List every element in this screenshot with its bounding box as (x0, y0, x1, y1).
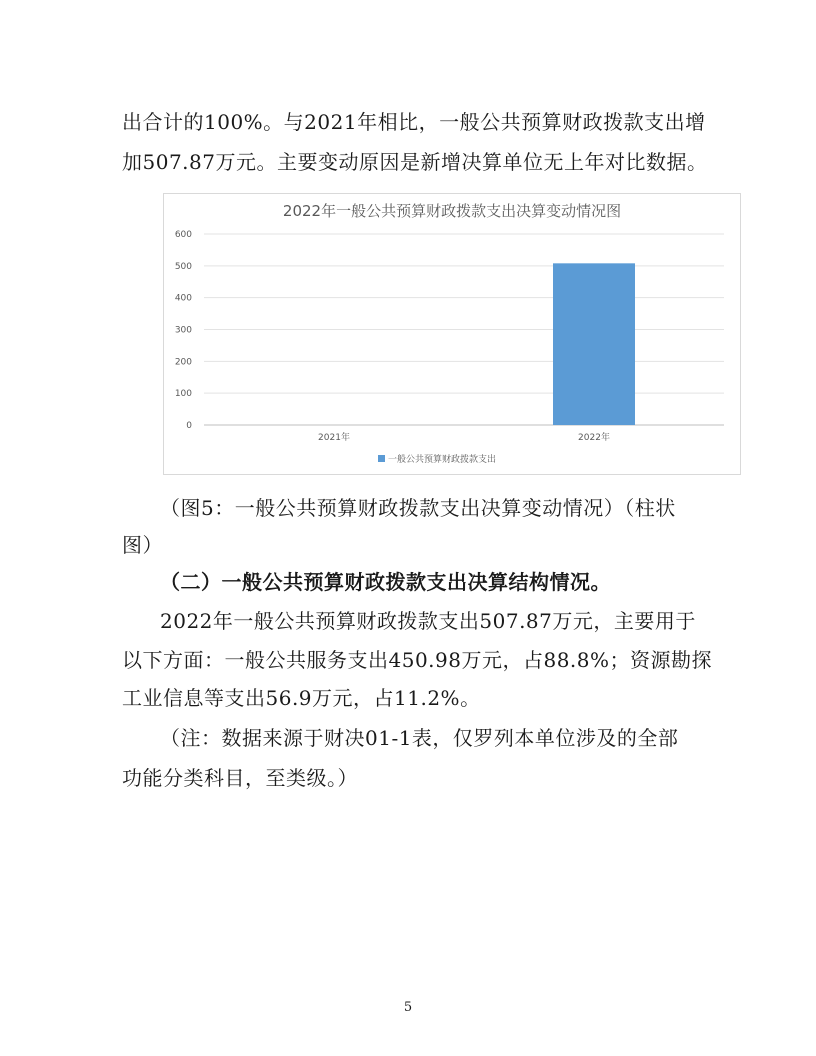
legend-label: 一般公共预算财政拨款支出 (388, 455, 497, 465)
paragraph-line-5: 2022年一般公共预算财政拨款支出507.87万元，主要用于 (160, 609, 696, 633)
bar-chart (163, 193, 741, 475)
figure-caption-line-1: （图5：一般公共预算财政拨款支出决算变动情况）（柱状 (160, 496, 676, 520)
paragraph-line-7: 工业信息等支出56.9万元，占11.2%。 (122, 686, 481, 710)
y-tick-label: 100 (174, 389, 192, 400)
y-tick-label: 200 (174, 357, 192, 368)
page-number: 5 (403, 1000, 413, 1015)
chart-legend (378, 453, 496, 465)
paragraph-line-6: 以下方面：一般公共服务支出450.98万元，占88.8%；资源勘探 (122, 648, 713, 672)
chart-svg (164, 194, 740, 474)
x-tick-label: 2022年 (578, 433, 610, 443)
y-tick-label: 300 (174, 325, 192, 336)
paragraph-line-1: 出合计的100%。与2021年相比，一般公共预算财政拨款支出增 (122, 110, 706, 134)
x-tick-label: 2021年 (318, 433, 350, 443)
y-tick-label: 0 (186, 421, 192, 431)
y-tick-label: 600 (174, 230, 192, 240)
figure-caption-line-2: 图） (122, 533, 163, 557)
y-tick-label: 500 (174, 261, 192, 272)
bar-2 (553, 263, 635, 425)
note-line-1: （注：数据来源于财决01-1表，仅罗列本单位涉及的全部 (160, 726, 679, 750)
chart-title: 2022年一般公共预算财政拨款支出决算变动情况图 (282, 202, 622, 220)
note-line-2: 功能分类科目，至类级。） (122, 766, 358, 790)
paragraph-line-2: 加507.87万元。主要变动原因是新增决算单位无上年对比数据。 (122, 150, 708, 174)
legend-swatch (378, 455, 385, 462)
section-heading: （二）一般公共预算财政拨款支出决算结构情况。 (160, 570, 611, 594)
y-tick-label: 400 (174, 293, 192, 304)
